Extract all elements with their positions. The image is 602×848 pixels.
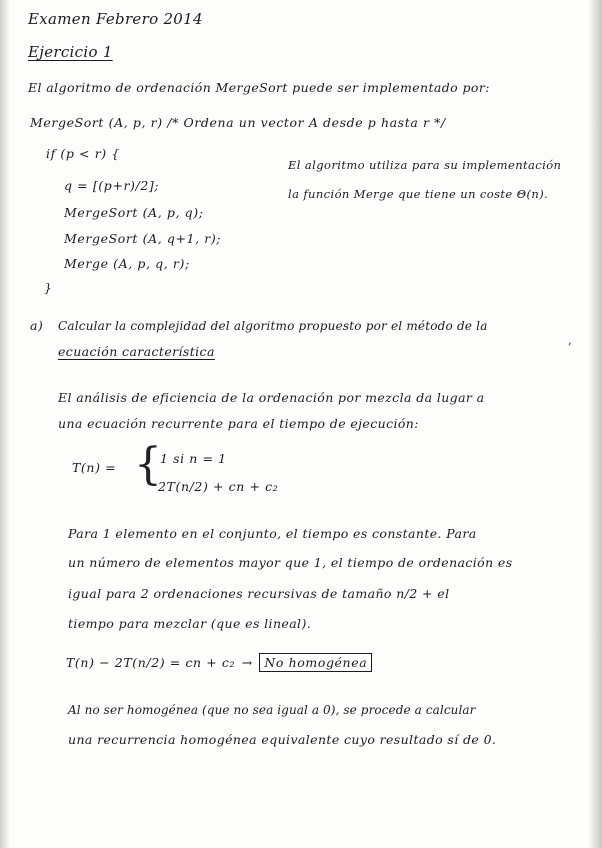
- side-note-line-1: El algoritmo utiliza para su implementación: [288, 158, 562, 172]
- code-signature: MergeSort (A, p, r) /* Ordena un vector A desde p hasta r */: [30, 115, 446, 130]
- analysis-line-2: una ecuación recurrente para el tiempo de ejecución:: [58, 416, 419, 431]
- side-note-line-2: la función Merge que tiene un coste Θ(n).: [288, 187, 549, 201]
- conclusion-line-1: Al no ser homogénea (que no sea igual a 0), se procede a calcular: [68, 703, 476, 717]
- equation-text: T(n) − 2T(n/2) = cn + c₂: [66, 655, 236, 670]
- equation-row: [66, 657, 372, 670]
- exercise-heading: Ejercicio 1: [28, 43, 113, 61]
- code-mergesort-call-1: MergeSort (A, p, q);: [64, 205, 204, 220]
- code-close-brace: }: [44, 280, 53, 295]
- explanation-line-2: un número de elementos mayor que 1, el tiempo de ordenación es: [68, 555, 513, 570]
- part-a-label: a): [30, 318, 44, 333]
- pen-mark: ,: [568, 333, 572, 347]
- arrow-right-icon: →: [241, 655, 253, 670]
- document-title: Examen Febrero 2014: [28, 10, 203, 28]
- part-a-line-2: ecuación característica: [58, 344, 215, 359]
- page-left-shadow: [0, 0, 10, 848]
- left-brace-icon: {: [134, 439, 162, 490]
- explanation-line-1: Para 1 elemento en el conjunto, el tiempo es constante. Para: [68, 526, 477, 541]
- conclusion-line-2: una recurrencia homogénea equivalente cuyo resultado sí de 0.: [68, 732, 497, 747]
- explanation-line-4: tiempo para mezclar (que es lineal).: [68, 616, 312, 631]
- explanation-line-3: igual para 2 ordenaciones recursivas de tamaño n/2 + el: [68, 586, 450, 601]
- non-homogeneous-box: No homogénea: [259, 653, 372, 672]
- page-right-shadow: [588, 0, 602, 848]
- analysis-line-1: El análisis de eficiencia de la ordenación por mezcla da lugar a: [58, 390, 485, 405]
- recurrence-case-1: 1 si n = 1: [160, 451, 227, 466]
- code-if: if (p < r) {: [46, 146, 120, 161]
- recurrence-case-2: 2T(n/2) + cn + c₂: [158, 479, 279, 494]
- intro-text: El algoritmo de ordenación MergeSort puede ser implementado por:: [28, 80, 490, 95]
- code-mergesort-call-2: MergeSort (A, q+1, r);: [64, 231, 222, 246]
- recurrence-lhs: T(n) =: [72, 460, 117, 475]
- code-q-assign: q = [(p+r)/2];: [64, 178, 160, 193]
- code-merge-call: Merge (A, p, q, r);: [64, 256, 190, 271]
- part-a-line-1: Calcular la complejidad del algoritmo propuesto por el método de la: [58, 319, 488, 333]
